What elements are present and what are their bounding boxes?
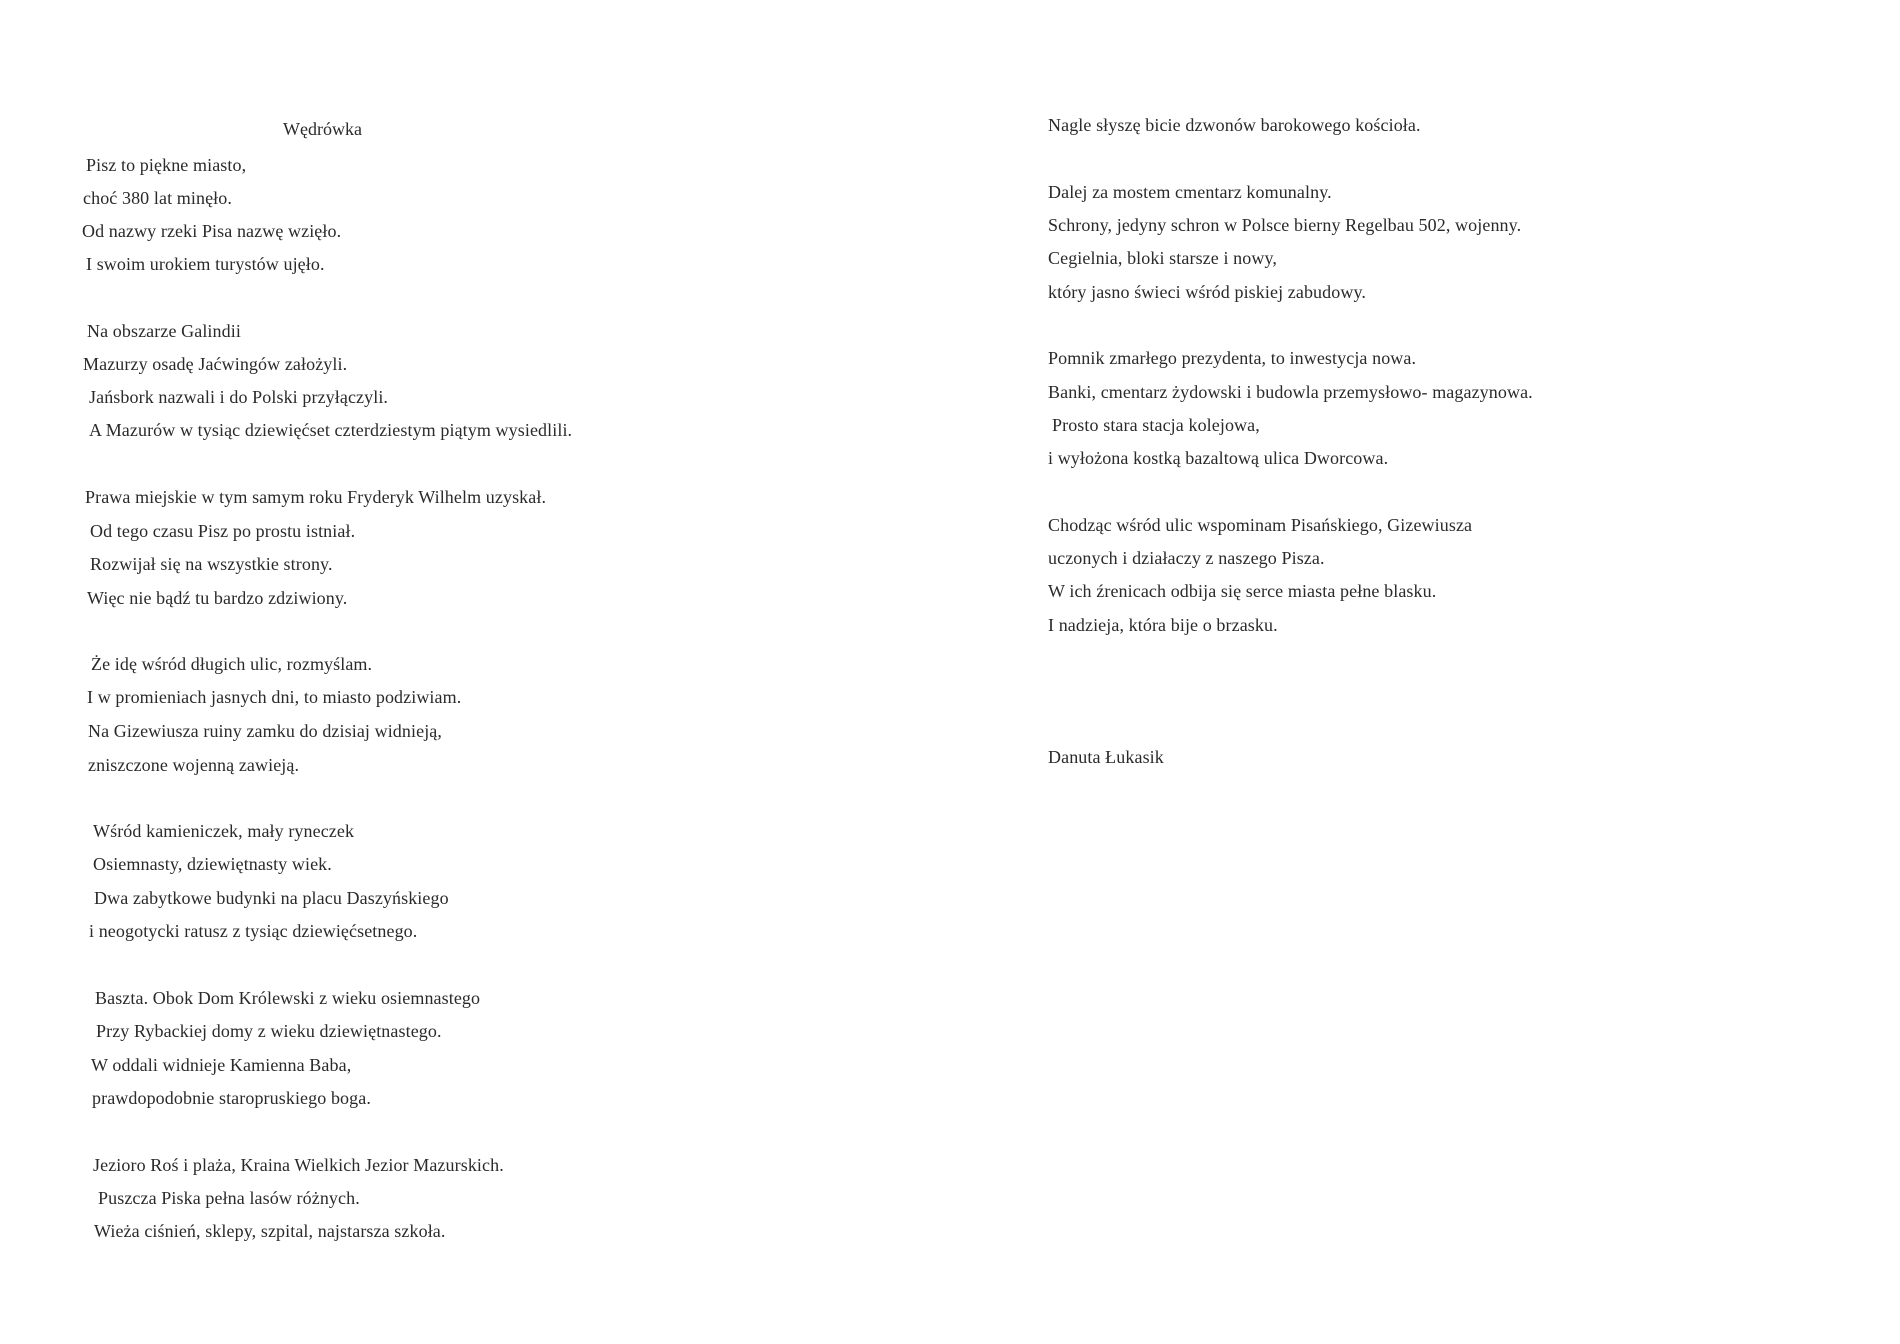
poem-line: Pisz to piękne miasto, [86,155,247,175]
poem-line: uczonych i działaczy z naszego Pisza. [1048,548,1325,568]
poem-line: Chodząc wśród ulic wspominam Pisańskiego, Gizewiusza [1048,515,1473,535]
poem-line: A Mazurów w tysiąc dziewięćset czterdziestym piątym wysiedlili. [89,420,573,440]
poem-title: Wędrówka [283,119,362,139]
poem-line: Nagle słyszę bicie dzwonów barokowego kościoła. [1048,115,1421,135]
poem-line: Od tego czasu Pisz po prostu istniał. [90,521,356,541]
poem-line: Schrony, jedyny schron w Polsce bierny Regelbau 502, wojenny. [1048,215,1522,235]
poem-line: Dwa zabytkowe budynki na placu Daszyńskiego [94,888,449,908]
poem-line: Na Gizewiusza ruiny zamku do dzisiaj widnieją, [88,721,442,741]
poem-line: Puszcza Piska pełna lasów różnych. [98,1188,360,1208]
poem-line: Jezioro Roś i plaża, Kraina Wielkich Jezior Mazurskich. [93,1155,504,1175]
poem-line: I nadzieja, która bije o brzasku. [1048,615,1278,635]
poem-line: Wśród kamieniczek, mały ryneczek [93,821,355,841]
poem-line: Osiemnasty, dziewiętnasty wiek. [93,854,332,874]
poem-line: W oddali widnieje Kamienna Baba, [91,1055,352,1075]
poem-line: Rozwijał się na wszystkie strony. [90,554,333,574]
poem-line: Jańsbork nazwali i do Polski przyłączyli. [89,387,389,407]
poem-line: Mazurzy osadę Jaćwingów założyli. [83,354,348,374]
poem-author: Danuta Łukasik [1048,747,1164,767]
poem-line: choć 380 lat minęło. [83,188,232,208]
poem-line: prawdopodobnie staropruskiego boga. [92,1088,371,1108]
poem-line: Prosto stara stacja kolejowa, [1052,415,1260,435]
poem-line: W ich źrenicach odbija się serce miasta pełne blasku. [1048,581,1437,601]
poem-line: i neogotycki ratusz z tysiąc dziewięćsetnego. [89,921,418,941]
poem-line: Że idę wśród długich ulic, rozmyślam. [91,654,373,674]
poem-line: zniszczone wojenną zawieją. [88,755,300,775]
poem-line: Banki, cmentarz żydowski i budowla przemysłowo- magazynowa. [1048,382,1533,402]
poem-line: Pomnik zmarłego prezydenta, to inwestycja nowa. [1048,348,1417,368]
poem-line: Wieża ciśnień, sklepy, szpital, najstarsza szkoła. [94,1221,446,1241]
poem-line: Od nazwy rzeki Pisa nazwę wzięło. [82,221,342,241]
poem-line: I swoim urokiem turystów ujęło. [86,254,325,274]
poem-line: który jasno świeci wśród piskiej zabudowy. [1048,282,1366,302]
poem-line: Więc nie bądź tu bardzo zdziwiony. [87,588,348,608]
poem-line: Baszta. Obok Dom Królewski z wieku osiemnastego [95,988,481,1008]
poem-line: i wyłożona kostką bazaltową ulica Dworcowa. [1048,448,1389,468]
poem-line: Prawa miejskie w tym samym roku Fryderyk Wilhelm uzyskał. [85,487,547,507]
poem-line: I w promieniach jasnych dni, to miasto podziwiam. [87,687,462,707]
poem-line: Cegielnia, bloki starsze i nowy, [1048,248,1277,268]
poem-line: Dalej za mostem cmentarz komunalny. [1048,182,1332,202]
poem-line: Przy Rybackiej domy z wieku dziewiętnastego. [96,1021,442,1041]
poem-line: Na obszarze Galindii [87,321,241,341]
